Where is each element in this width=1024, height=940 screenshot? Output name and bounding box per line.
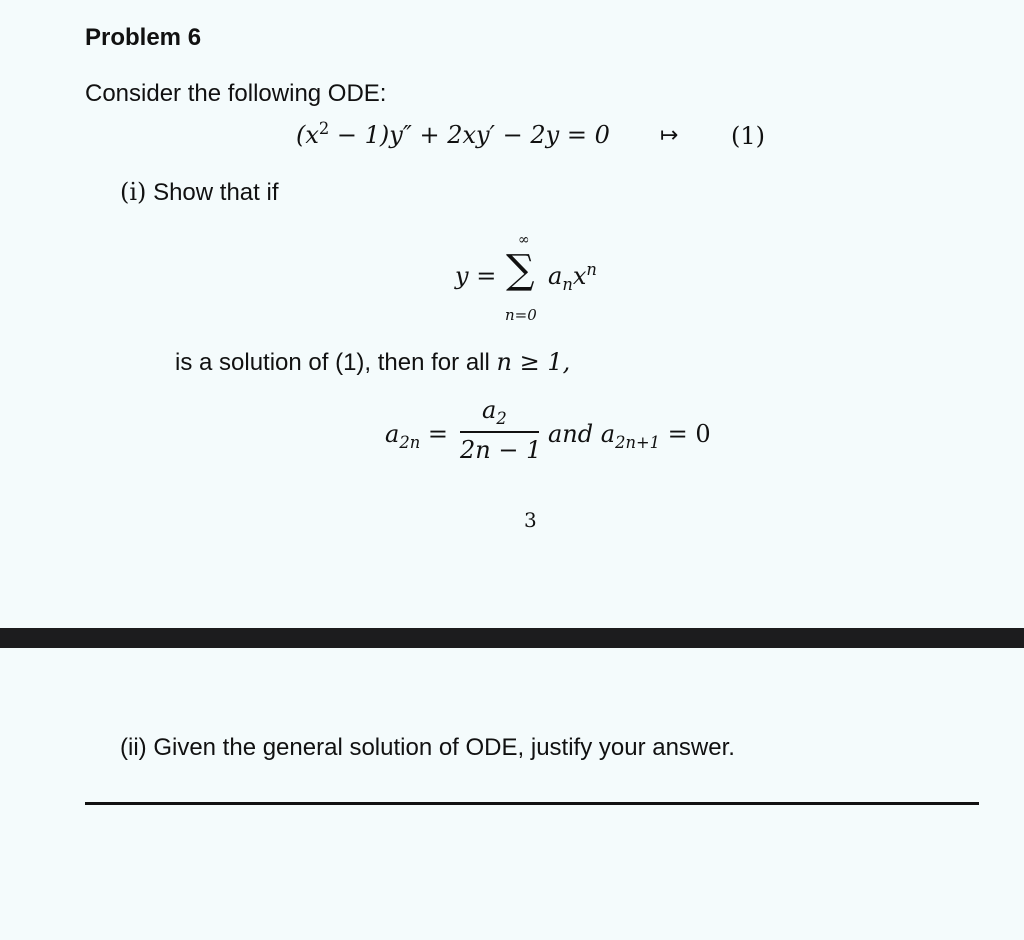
ode-part-1: (x (296, 121, 319, 149)
ode-equation (296, 121, 610, 149)
section-divider (0, 628, 1024, 648)
part-i-text: Show that if (153, 179, 279, 206)
rhs-subscript: 2n+1 (615, 432, 661, 452)
part-i-label: (i) (120, 178, 147, 206)
summation-symbol: ∑ (506, 247, 535, 293)
power-n: n (586, 260, 597, 279)
equation-number: (1) (731, 122, 765, 150)
answer-rule (85, 802, 979, 805)
fraction-numerator (482, 396, 507, 428)
num-subscript: 2 (496, 408, 507, 428)
intro-text: Consider the following ODE: (85, 80, 387, 107)
ode-exponent: 2 (318, 119, 330, 138)
fraction-denominator: 2n − 1 (460, 436, 542, 464)
coef-a: a (548, 262, 563, 290)
lhs-a: a (385, 420, 400, 448)
series-lhs: y = (455, 262, 497, 290)
sum-upper-limit: ∞ (518, 232, 530, 248)
fraction-bar (460, 431, 539, 433)
sum-lower-limit: n=0 (505, 306, 537, 324)
page-number: 3 (524, 508, 537, 532)
condition-text: is a solution of (1), then for all (175, 349, 497, 376)
part-ii-text: (ii) Given the general solution of ODE, justify your answer. (120, 734, 735, 761)
ode-part-2: − 1)y″ + 2xy′ − 2y = 0 (329, 121, 610, 149)
series-term (548, 260, 597, 294)
rhs-a: a (600, 420, 616, 448)
lhs-subscript: 2n (399, 432, 421, 452)
coef-subscript: n (562, 274, 573, 294)
num-a: a (482, 396, 497, 424)
problem-title: Problem 6 (85, 24, 202, 51)
and-word: and (548, 420, 601, 448)
var-x: x (572, 262, 587, 290)
rhs-equals-zero: = 0 (660, 420, 711, 448)
recurrence-rhs (548, 420, 711, 452)
mapsto-arrow-icon: ↦ (660, 123, 679, 148)
part-i-heading (120, 178, 278, 207)
condition-math: n ≥ 1, (496, 348, 571, 376)
lhs-equals: = (420, 420, 448, 448)
recurrence-lhs (385, 420, 448, 452)
condition-sentence (175, 348, 570, 377)
